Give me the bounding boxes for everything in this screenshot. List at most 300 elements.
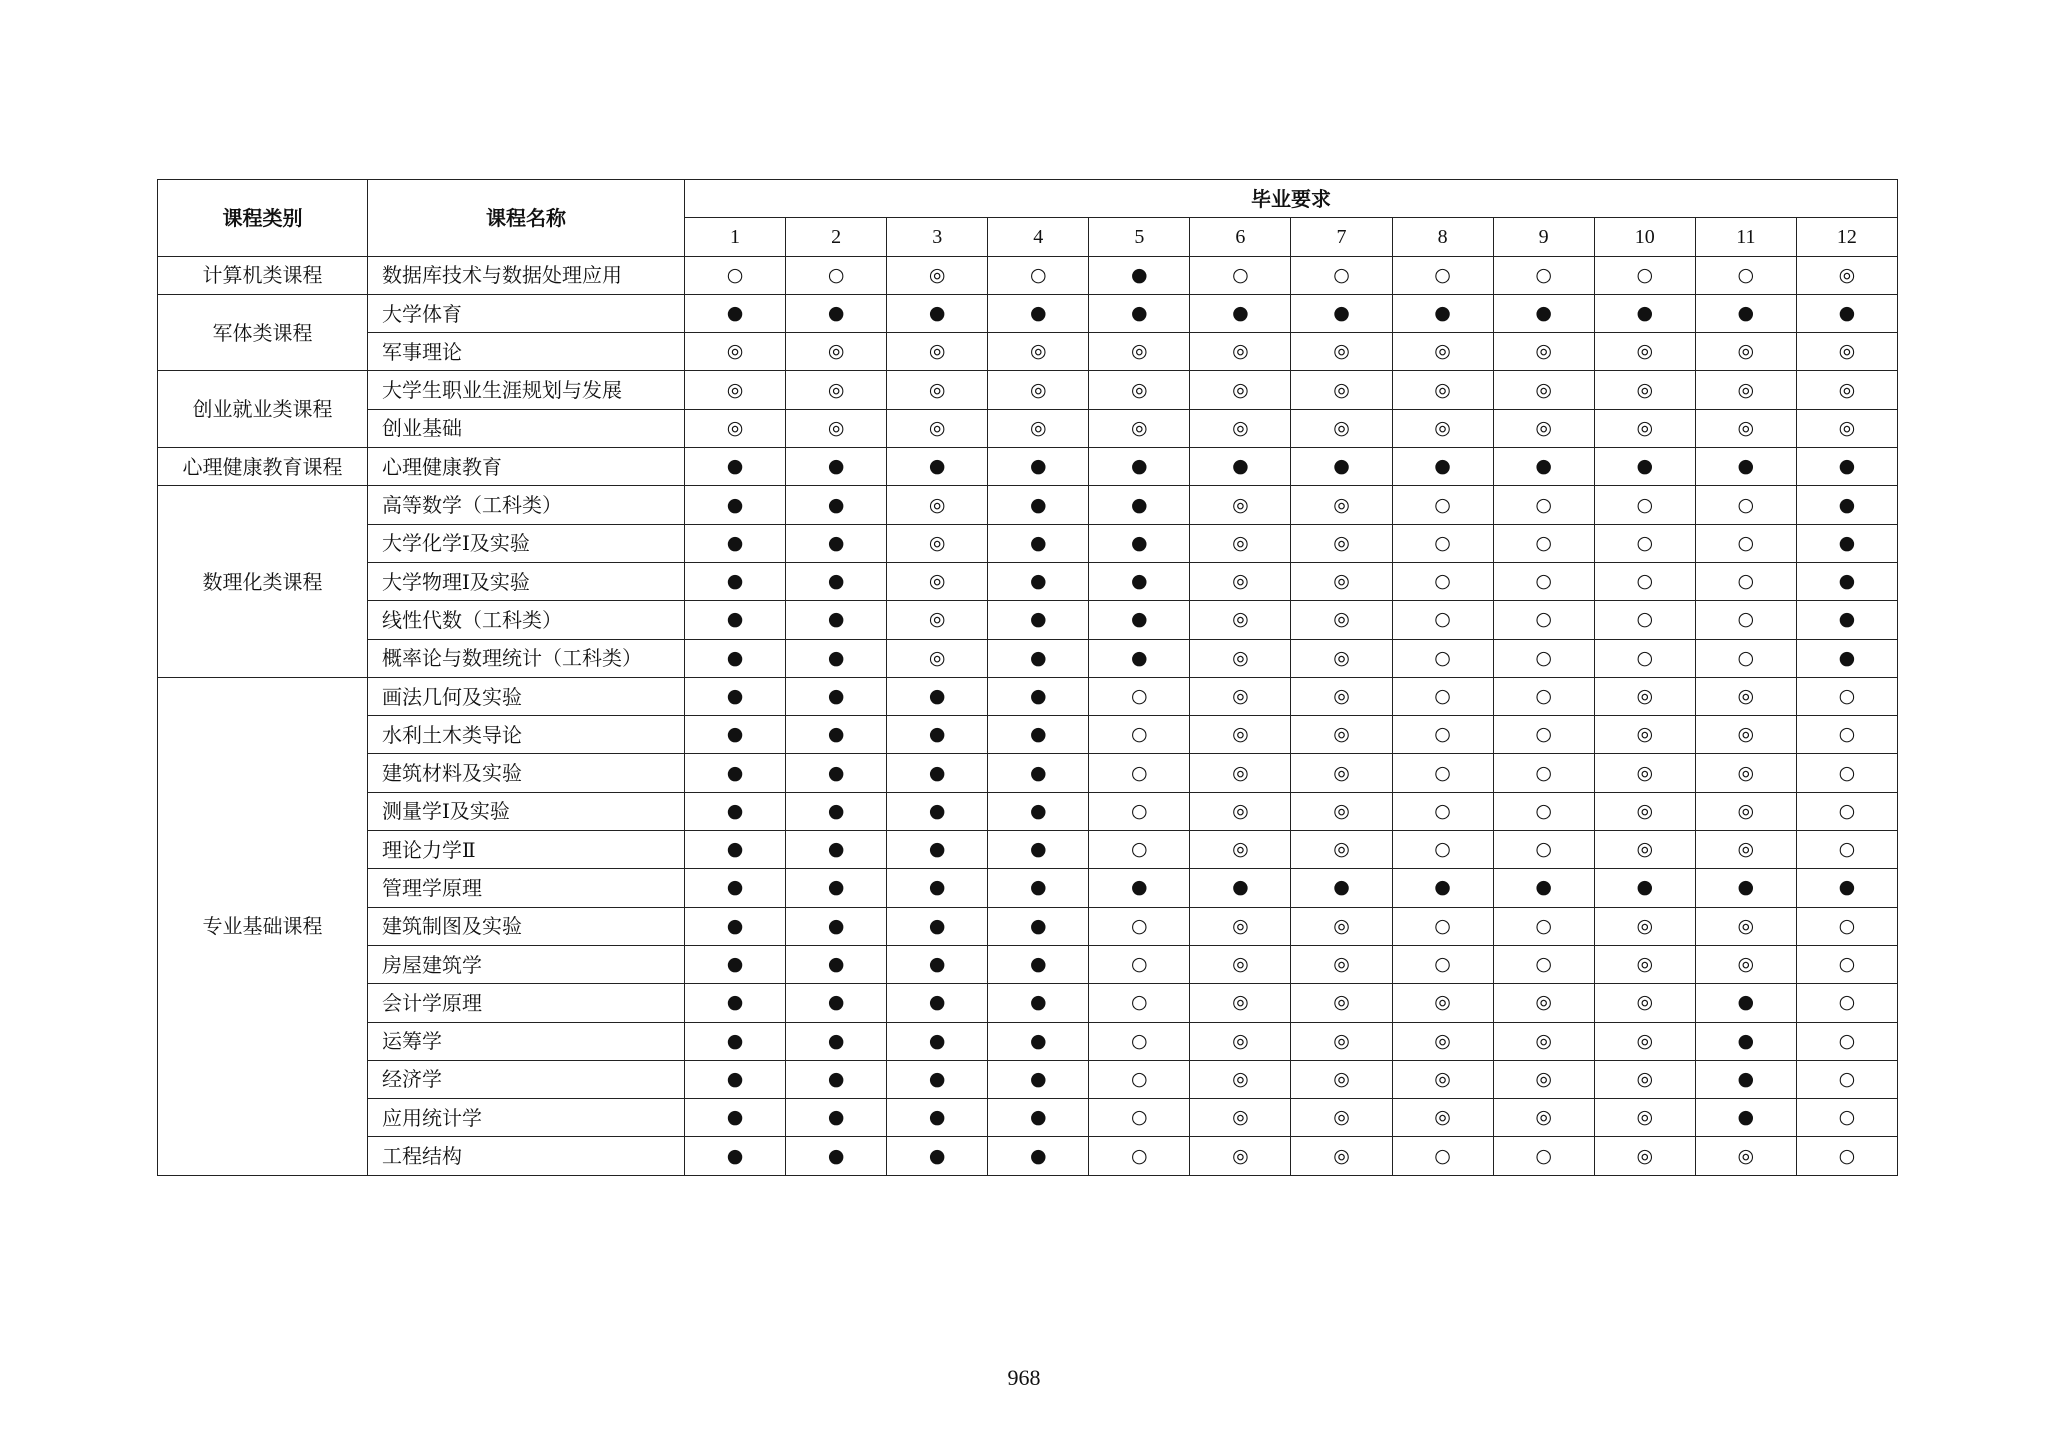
support-mark-cell: ◎	[1190, 601, 1291, 639]
support-mark-cell: ◎	[1594, 1099, 1695, 1137]
support-mark-cell: ◎	[1695, 754, 1796, 792]
header-course-name: 课程名称	[368, 180, 685, 257]
support-mark-cell: ●	[1089, 562, 1190, 600]
support-mark-cell: ●	[988, 754, 1089, 792]
course-name-cell: 测量学Ⅰ及实验	[368, 792, 685, 830]
table-row	[158, 371, 1898, 409]
support-mark-cell: ●	[685, 1099, 786, 1137]
support-mark-cell: ◎	[1392, 371, 1493, 409]
support-mark-cell: ○	[1089, 907, 1190, 945]
header-graduation-requirements: 毕业要求	[685, 180, 1898, 218]
support-mark-cell: ●	[1089, 639, 1190, 677]
support-mark-cell: ◎	[1190, 1022, 1291, 1060]
support-mark-cell: ●	[1594, 869, 1695, 907]
support-mark-cell: ◎	[1089, 409, 1190, 447]
support-mark-cell: ◎	[1594, 409, 1695, 447]
course-name-cell: 应用统计学	[368, 1099, 685, 1137]
support-mark-cell: ●	[1392, 448, 1493, 486]
support-mark-cell: ◎	[1291, 601, 1392, 639]
support-mark-cell: ●	[1089, 294, 1190, 332]
support-mark-cell: ●	[786, 984, 887, 1022]
support-mark-cell: ●	[988, 792, 1089, 830]
support-mark-cell: ●	[1089, 601, 1190, 639]
support-mark-cell: ○	[1493, 256, 1594, 294]
table-row	[158, 984, 1898, 1022]
requirement-number-10: 10	[1594, 218, 1695, 256]
support-mark-cell: ●	[786, 792, 887, 830]
support-mark-cell: ◎	[1190, 677, 1291, 715]
support-mark-cell: ●	[786, 639, 887, 677]
support-mark-cell: ●	[1493, 448, 1594, 486]
support-mark-cell: ●	[786, 907, 887, 945]
table-row	[158, 639, 1898, 677]
support-mark-cell: ◎	[1695, 716, 1796, 754]
support-mark-cell: ●	[887, 869, 988, 907]
header-category: 课程类别	[158, 180, 368, 257]
support-mark-cell: ○	[1190, 256, 1291, 294]
support-mark-cell: ◎	[1291, 333, 1392, 371]
support-mark-cell: ●	[887, 945, 988, 983]
support-mark-cell: ○	[1089, 677, 1190, 715]
support-mark-cell: ◎	[887, 562, 988, 600]
support-mark-cell: ●	[685, 1060, 786, 1098]
support-mark-cell: ●	[1190, 294, 1291, 332]
support-mark-cell: ○	[1796, 1060, 1897, 1098]
support-mark-cell: ●	[988, 907, 1089, 945]
support-mark-cell: ◎	[1594, 371, 1695, 409]
course-name-cell: 工程结构	[368, 1137, 685, 1175]
support-mark-cell: ●	[1695, 869, 1796, 907]
category-cell: 数理化类课程	[158, 486, 368, 677]
support-mark-cell: ◎	[1594, 754, 1695, 792]
support-mark-cell: ●	[887, 716, 988, 754]
support-mark-cell: ◎	[1493, 333, 1594, 371]
support-mark-cell: ●	[786, 945, 887, 983]
support-mark-cell: ○	[1089, 1137, 1190, 1175]
support-mark-cell: ●	[1695, 984, 1796, 1022]
support-mark-cell: ○	[1392, 945, 1493, 983]
support-mark-cell: ●	[685, 562, 786, 600]
course-name-cell: 概率论与数理统计（工科类）	[368, 639, 685, 677]
support-mark-cell: ◎	[887, 409, 988, 447]
table-row	[158, 792, 1898, 830]
course-name-cell: 建筑材料及实验	[368, 754, 685, 792]
support-mark-cell: ◎	[1190, 371, 1291, 409]
support-mark-cell: ○	[1089, 1022, 1190, 1060]
support-mark-cell: ●	[1796, 562, 1897, 600]
course-name-cell: 线性代数（工科类）	[368, 601, 685, 639]
support-mark-cell: ●	[887, 1060, 988, 1098]
support-mark-cell: ◎	[1291, 716, 1392, 754]
support-mark-cell: ●	[887, 1022, 988, 1060]
support-mark-cell: ●	[988, 562, 1089, 600]
table-header	[158, 180, 1898, 257]
support-mark-cell: ○	[1796, 907, 1897, 945]
support-mark-cell: ◎	[1291, 524, 1392, 562]
support-mark-cell: ○	[1796, 945, 1897, 983]
table-row	[158, 448, 1898, 486]
support-mark-cell: ●	[685, 601, 786, 639]
support-mark-cell: ○	[1796, 716, 1897, 754]
support-mark-cell: ◎	[1190, 716, 1291, 754]
support-mark-cell: ◎	[1796, 256, 1897, 294]
support-mark-cell: ●	[887, 448, 988, 486]
support-mark-cell: ◎	[1392, 984, 1493, 1022]
support-mark-cell: ●	[786, 562, 887, 600]
support-mark-cell: ●	[1796, 448, 1897, 486]
course-name-cell: 理论力学Ⅱ	[368, 831, 685, 869]
table-body	[158, 256, 1898, 1175]
support-mark-cell: ○	[1493, 792, 1594, 830]
table-row	[158, 524, 1898, 562]
table-row	[158, 869, 1898, 907]
support-mark-cell: ◎	[1594, 907, 1695, 945]
requirement-number-3: 3	[887, 218, 988, 256]
support-mark-cell: ◎	[1291, 486, 1392, 524]
support-mark-cell: ○	[1493, 716, 1594, 754]
support-mark-cell: ●	[988, 869, 1089, 907]
support-mark-cell: ◎	[1594, 831, 1695, 869]
support-mark-cell: ○	[1392, 256, 1493, 294]
table-row	[158, 831, 1898, 869]
support-mark-cell: ●	[1291, 448, 1392, 486]
support-mark-cell: ◎	[1695, 371, 1796, 409]
support-mark-cell: ◎	[1493, 984, 1594, 1022]
support-mark-cell: ●	[988, 677, 1089, 715]
support-mark-cell: ◎	[1392, 333, 1493, 371]
support-mark-cell: ◎	[1291, 984, 1392, 1022]
support-mark-cell: ○	[1594, 524, 1695, 562]
support-mark-cell: ●	[1695, 448, 1796, 486]
course-name-cell: 水利土木类导论	[368, 716, 685, 754]
course-name-cell: 大学物理Ⅰ及实验	[368, 562, 685, 600]
support-mark-cell: ●	[685, 754, 786, 792]
table-row	[158, 256, 1898, 294]
support-mark-cell: ◎	[1291, 409, 1392, 447]
support-mark-cell: ●	[1089, 869, 1190, 907]
support-mark-cell: ●	[887, 831, 988, 869]
support-mark-cell: ●	[685, 1137, 786, 1175]
support-mark-cell: ●	[685, 448, 786, 486]
support-mark-cell: ◎	[1594, 1137, 1695, 1175]
support-mark-cell: ●	[1796, 601, 1897, 639]
support-mark-cell: ●	[786, 677, 887, 715]
table-row	[158, 677, 1898, 715]
support-mark-cell: ○	[1695, 639, 1796, 677]
support-mark-cell: ●	[786, 1060, 887, 1098]
support-mark-cell: ◎	[1291, 1060, 1392, 1098]
course-name-cell: 大学体育	[368, 294, 685, 332]
support-mark-cell: ◎	[685, 333, 786, 371]
support-mark-cell: ○	[1089, 1099, 1190, 1137]
support-mark-cell: ◎	[1493, 1060, 1594, 1098]
support-mark-cell: ●	[988, 1137, 1089, 1175]
support-mark-cell: ○	[1493, 831, 1594, 869]
course-name-cell: 会计学原理	[368, 984, 685, 1022]
support-mark-cell: ●	[988, 294, 1089, 332]
support-mark-cell: ●	[1695, 1022, 1796, 1060]
table-row	[158, 486, 1898, 524]
support-mark-cell: ○	[1392, 831, 1493, 869]
support-mark-cell: ◎	[786, 409, 887, 447]
support-mark-cell: ○	[1493, 524, 1594, 562]
support-mark-cell: ●	[1796, 486, 1897, 524]
support-mark-cell: ◎	[1695, 945, 1796, 983]
support-mark-cell: ●	[1291, 869, 1392, 907]
course-name-cell: 大学化学Ⅰ及实验	[368, 524, 685, 562]
support-mark-cell: ◎	[1493, 371, 1594, 409]
support-mark-cell: ●	[988, 1060, 1089, 1098]
support-mark-cell: ●	[685, 639, 786, 677]
support-mark-cell: ○	[1796, 1099, 1897, 1137]
support-mark-cell: ●	[786, 1022, 887, 1060]
requirement-number-2: 2	[786, 218, 887, 256]
support-mark-cell: ●	[1796, 639, 1897, 677]
support-mark-cell: ◎	[1291, 1099, 1392, 1137]
course-name-cell: 创业基础	[368, 409, 685, 447]
support-mark-cell: ◎	[1392, 1099, 1493, 1137]
support-mark-cell: ●	[887, 294, 988, 332]
support-mark-cell: ○	[1493, 486, 1594, 524]
support-mark-cell: ◎	[1190, 1099, 1291, 1137]
support-mark-cell: ●	[786, 869, 887, 907]
support-mark-cell: ●	[1594, 448, 1695, 486]
course-name-cell: 管理学原理	[368, 869, 685, 907]
category-cell: 军体类课程	[158, 294, 368, 371]
table-row	[158, 1022, 1898, 1060]
support-mark-cell: ○	[1493, 1137, 1594, 1175]
support-mark-cell: ◎	[1291, 677, 1392, 715]
support-mark-cell: ●	[988, 984, 1089, 1022]
requirement-number-6: 6	[1190, 218, 1291, 256]
support-mark-cell: ●	[786, 486, 887, 524]
support-mark-cell: ●	[685, 294, 786, 332]
support-mark-cell: ●	[887, 792, 988, 830]
support-mark-cell: ○	[1493, 639, 1594, 677]
support-mark-cell: ○	[1796, 754, 1897, 792]
support-mark-cell: ◎	[1291, 1137, 1392, 1175]
support-mark-cell: ●	[685, 945, 786, 983]
support-mark-cell: ●	[786, 1099, 887, 1137]
support-mark-cell: ●	[988, 639, 1089, 677]
support-mark-cell: ◎	[1291, 945, 1392, 983]
support-mark-cell: ○	[1089, 831, 1190, 869]
course-name-cell: 心理健康教育	[368, 448, 685, 486]
support-mark-cell: ●	[786, 294, 887, 332]
support-mark-cell: ◎	[988, 409, 1089, 447]
support-mark-cell: ◎	[1796, 333, 1897, 371]
support-mark-cell: ○	[786, 256, 887, 294]
support-mark-cell: ●	[887, 677, 988, 715]
support-mark-cell: ●	[1695, 1099, 1796, 1137]
support-mark-cell: ◎	[1190, 1060, 1291, 1098]
support-mark-cell: ●	[685, 984, 786, 1022]
support-mark-cell: ○	[1695, 601, 1796, 639]
support-mark-cell: ●	[988, 486, 1089, 524]
category-cell: 创业就业类课程	[158, 371, 368, 448]
support-mark-cell: ◎	[1594, 984, 1695, 1022]
support-mark-cell: ○	[1695, 486, 1796, 524]
table-row	[158, 333, 1898, 371]
support-mark-cell: ○	[1089, 945, 1190, 983]
support-mark-cell: ◎	[1190, 907, 1291, 945]
support-mark-cell: ●	[786, 831, 887, 869]
support-mark-cell: ○	[1392, 907, 1493, 945]
support-mark-cell: ●	[685, 1022, 786, 1060]
support-mark-cell: ●	[1695, 1060, 1796, 1098]
support-mark-cell: ◎	[786, 371, 887, 409]
support-mark-cell: ○	[1493, 562, 1594, 600]
support-mark-cell: ◎	[1594, 333, 1695, 371]
table-row	[158, 294, 1898, 332]
support-mark-cell: ●	[1190, 448, 1291, 486]
table-row	[158, 409, 1898, 447]
support-mark-cell: ◎	[1594, 792, 1695, 830]
requirement-number-8: 8	[1392, 218, 1493, 256]
support-mark-cell: ●	[887, 1099, 988, 1137]
course-name-cell: 高等数学（工科类）	[368, 486, 685, 524]
support-mark-cell: ●	[1190, 869, 1291, 907]
course-name-cell: 军事理论	[368, 333, 685, 371]
requirement-number-11: 11	[1695, 218, 1796, 256]
support-mark-cell: ◎	[1190, 984, 1291, 1022]
support-mark-cell: ◎	[1190, 524, 1291, 562]
support-mark-cell: ◎	[887, 601, 988, 639]
support-mark-cell: ○	[1493, 945, 1594, 983]
support-mark-cell: ◎	[1493, 1022, 1594, 1060]
support-mark-cell: ○	[1089, 792, 1190, 830]
support-mark-cell: ○	[1493, 601, 1594, 639]
support-mark-cell: ○	[1392, 524, 1493, 562]
support-mark-cell: ○	[1796, 984, 1897, 1022]
support-mark-cell: ●	[1695, 294, 1796, 332]
support-mark-cell: ○	[1089, 1060, 1190, 1098]
support-mark-cell: ○	[1594, 601, 1695, 639]
support-mark-cell: ●	[887, 1137, 988, 1175]
support-mark-cell: ●	[1796, 294, 1897, 332]
support-mark-cell: ○	[1796, 677, 1897, 715]
support-mark-cell: ○	[1392, 754, 1493, 792]
support-mark-cell: ○	[1594, 639, 1695, 677]
support-mark-cell: ◎	[1291, 907, 1392, 945]
support-mark-cell: ●	[786, 448, 887, 486]
support-mark-cell: ●	[1089, 256, 1190, 294]
support-mark-cell: ●	[988, 1099, 1089, 1137]
requirement-number-12: 12	[1796, 218, 1897, 256]
support-mark-cell: ●	[685, 677, 786, 715]
course-name-cell: 房屋建筑学	[368, 945, 685, 983]
support-mark-cell: ◎	[1594, 677, 1695, 715]
support-mark-cell: ◎	[887, 639, 988, 677]
support-mark-cell: ◎	[887, 524, 988, 562]
support-mark-cell: ◎	[1392, 1060, 1493, 1098]
support-mark-cell: ◎	[1594, 945, 1695, 983]
support-mark-cell: ●	[988, 448, 1089, 486]
support-mark-cell: ◎	[685, 409, 786, 447]
support-mark-cell: ○	[1594, 256, 1695, 294]
support-mark-cell: ●	[988, 1022, 1089, 1060]
support-mark-cell: ◎	[887, 371, 988, 409]
support-mark-cell: ◎	[887, 256, 988, 294]
support-mark-cell: ○	[1493, 677, 1594, 715]
support-mark-cell: ○	[1594, 486, 1695, 524]
support-mark-cell: ◎	[1291, 562, 1392, 600]
support-mark-cell: ◎	[786, 333, 887, 371]
support-mark-cell: ○	[988, 256, 1089, 294]
support-mark-cell: ◎	[1291, 831, 1392, 869]
support-mark-cell: ○	[1392, 1137, 1493, 1175]
support-mark-cell: ◎	[1190, 409, 1291, 447]
support-mark-cell: ●	[685, 869, 786, 907]
support-mark-cell: ●	[685, 524, 786, 562]
table-row	[158, 1137, 1898, 1175]
support-mark-cell: ●	[1089, 524, 1190, 562]
support-mark-cell: ◎	[1695, 831, 1796, 869]
support-mark-cell: ◎	[1190, 1137, 1291, 1175]
support-mark-cell: ○	[1089, 716, 1190, 754]
support-mark-cell: ○	[1493, 754, 1594, 792]
support-mark-cell: ◎	[1695, 907, 1796, 945]
support-mark-cell: ●	[1796, 869, 1897, 907]
support-mark-cell: ◎	[1392, 409, 1493, 447]
support-mark-cell: ○	[1392, 792, 1493, 830]
support-mark-cell: ◎	[1190, 945, 1291, 983]
support-mark-cell: ●	[685, 716, 786, 754]
support-mark-cell: ●	[988, 945, 1089, 983]
support-mark-cell: ●	[887, 907, 988, 945]
support-mark-cell: ○	[1392, 716, 1493, 754]
support-mark-cell: ○	[1493, 907, 1594, 945]
requirement-number-9: 9	[1493, 218, 1594, 256]
support-mark-cell: ○	[1695, 562, 1796, 600]
support-mark-cell: ●	[1089, 486, 1190, 524]
support-mark-cell: ●	[786, 601, 887, 639]
support-mark-cell: ○	[1796, 1022, 1897, 1060]
support-mark-cell: ●	[685, 486, 786, 524]
table-row	[158, 716, 1898, 754]
table-row	[158, 562, 1898, 600]
support-mark-cell: ●	[786, 524, 887, 562]
support-mark-cell: ●	[1392, 869, 1493, 907]
support-mark-cell: ○	[1392, 486, 1493, 524]
category-cell: 计算机类课程	[158, 256, 368, 294]
support-mark-cell: ●	[988, 601, 1089, 639]
support-mark-cell: ○	[685, 256, 786, 294]
support-mark-cell: ○	[1796, 831, 1897, 869]
support-mark-cell: ●	[786, 754, 887, 792]
support-mark-cell: ●	[1089, 448, 1190, 486]
support-mark-cell: ●	[1493, 869, 1594, 907]
table-row	[158, 754, 1898, 792]
support-mark-cell: ●	[1392, 294, 1493, 332]
support-mark-cell: ●	[988, 716, 1089, 754]
support-mark-cell: ●	[685, 831, 786, 869]
support-mark-cell: ○	[1392, 562, 1493, 600]
support-mark-cell: ◎	[988, 333, 1089, 371]
support-mark-cell: ◎	[1392, 1022, 1493, 1060]
support-mark-cell: ◎	[1190, 333, 1291, 371]
support-mark-cell: ◎	[1190, 639, 1291, 677]
support-mark-cell: ○	[1392, 639, 1493, 677]
table-row	[158, 1099, 1898, 1137]
support-mark-cell: ◎	[1594, 716, 1695, 754]
page-number: 968	[1007, 1365, 1041, 1390]
support-mark-cell: ●	[786, 716, 887, 754]
support-mark-cell: ◎	[1695, 333, 1796, 371]
support-mark-cell: ◎	[988, 371, 1089, 409]
support-mark-cell: ◎	[1291, 371, 1392, 409]
support-mark-cell: ◎	[1190, 486, 1291, 524]
